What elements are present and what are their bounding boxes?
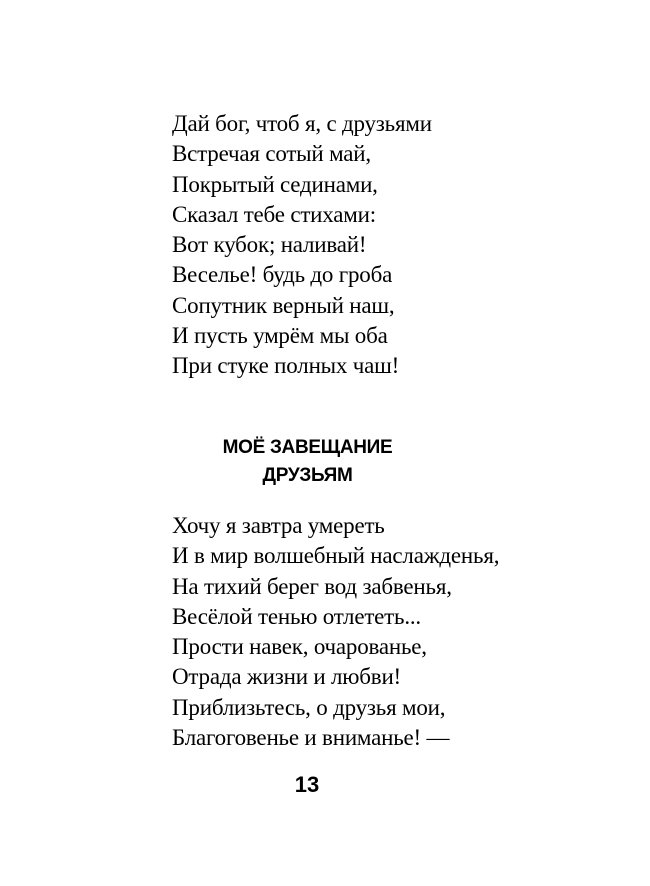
- verse-line: Весёлой тенью отлететь...: [172, 603, 421, 629]
- verse-line: Благоговенье и вниманье! —: [172, 725, 450, 751]
- verse-line: Покрытый сединами,: [172, 171, 378, 197]
- verse-line: На тихий берег вод забвенья,: [172, 573, 452, 599]
- verse-line: Сопутник верный наш,: [172, 292, 395, 318]
- verse-line: Прости навек, очарованье,: [172, 634, 427, 660]
- verse-line: Отрада жизни и любви!: [172, 664, 402, 690]
- page-number: 13: [294, 772, 320, 797]
- verse-line: Дай бог, чтоб я, с друзьями: [172, 111, 432, 136]
- poem-title-line-1: МОЁ ЗАВЕЩАНИЕ: [222, 437, 393, 458]
- verse-line: Хочу я завтра умереть: [172, 513, 385, 538]
- verse-line: Встречая сотый май,: [172, 141, 371, 167]
- verse-line: При стуке полных чаш!: [172, 353, 400, 379]
- poem-title: [0, 434, 615, 490]
- verse-line: Вот кубок; наливай!: [172, 232, 367, 258]
- verse-line: Приблизьтесь, о друзья мои,: [172, 694, 446, 720]
- verse-line: И в мир волшебный наслажденья,: [172, 543, 500, 569]
- poem-title-line-2: ДРУЗЬЯМ: [262, 465, 353, 486]
- stanza-poem-body: [172, 511, 499, 753]
- verse-line: Веселье! будь до гроба: [172, 262, 393, 288]
- verse-line: И пусть умрём мы оба: [172, 323, 388, 349]
- stanza-previous-poem: [172, 109, 432, 382]
- verse-line: Сказал тебе стихами:: [172, 201, 376, 227]
